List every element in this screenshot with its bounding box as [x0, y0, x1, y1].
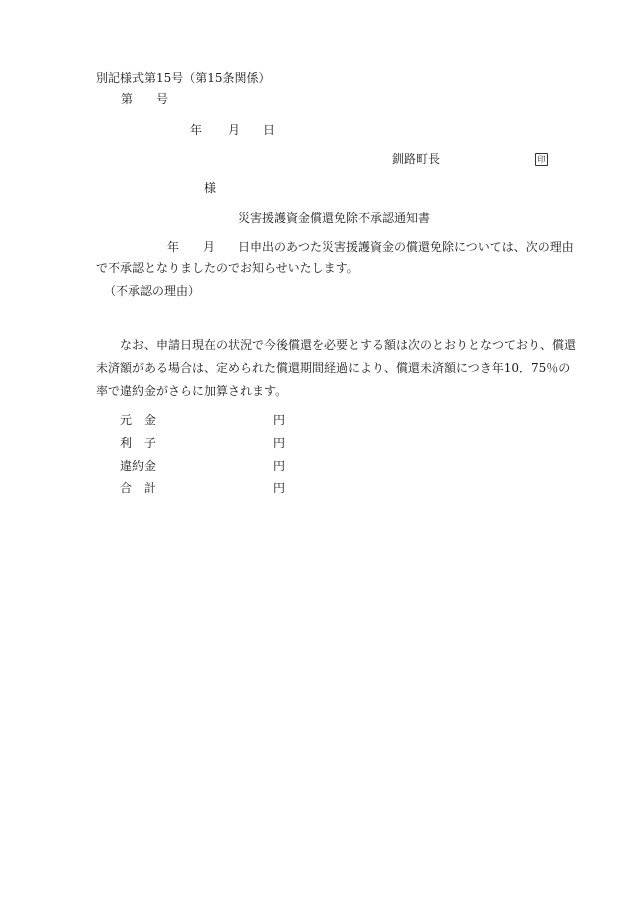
- amount-unit-total: 円: [273, 481, 286, 495]
- notice-line-2: 未済額がある場合は、定められた償還期間経過により、償還未済額につき年10．75％の: [96, 361, 571, 375]
- number-prefix: 第: [121, 92, 134, 106]
- amount-unit-penalty: 円: [273, 459, 286, 473]
- amount-unit-interest: 円: [273, 436, 286, 450]
- date-day: 日: [263, 123, 276, 137]
- seal-mark: 印: [535, 153, 548, 166]
- amount-unit-principal: 円: [273, 413, 286, 427]
- date-year: 年: [190, 123, 203, 137]
- issuer-seal: [535, 152, 548, 166]
- document-title: 災害援護資金償還免除不承認通知書: [238, 211, 431, 225]
- amount-label-penalty: 違約金: [120, 459, 157, 473]
- notice-line-3: 率で違約金がさらに加算されます。: [96, 384, 288, 398]
- amount-label-total: 合 計: [120, 481, 157, 495]
- body-line-1: 日申出のあつた災害援護資金の償還免除については、次の理由: [238, 240, 574, 254]
- issuer-title: 釧路町長: [392, 152, 441, 166]
- amount-label-principal: 元 金: [120, 413, 157, 427]
- notice-line-1: なお、申請日現在の状況で今後償還を必要とする額は次のとおりとなつており、償還: [120, 338, 577, 352]
- application-month: 月: [203, 240, 216, 254]
- reason-heading: （不承認の理由）: [104, 284, 201, 298]
- form-header: 別記様式第15号（第15条関係）: [96, 71, 271, 85]
- addressee-suffix: 様: [204, 181, 217, 195]
- application-year: 年: [167, 240, 180, 254]
- number-suffix: 号: [156, 92, 169, 106]
- body-line-2: で不承認となりましたのでお知らせいたします。: [96, 261, 359, 275]
- date-month: 月: [228, 123, 241, 137]
- amount-label-interest: 利 子: [120, 436, 157, 450]
